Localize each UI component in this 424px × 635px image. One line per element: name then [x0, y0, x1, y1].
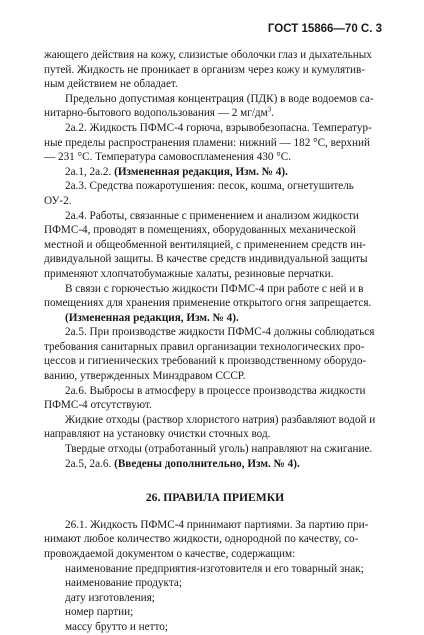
amendment-note: (Измененная редакция, Изм. № 4). — [114, 165, 288, 178]
paragraph-line: требования санитарных правил организации технологических про- — [44, 340, 365, 353]
list-item: массу брутто и нетто; — [65, 620, 168, 633]
paragraph-line: 2а.6. Выбросы в атмосферу в процессе производства жидкости — [65, 384, 366, 397]
paragraph-line: Предельно допустимая концентрация (ПДК) в воде водоемов са- — [65, 92, 374, 105]
paragraph-line: направляют на установку очистки сточных вод. — [44, 428, 271, 441]
paragraph-line: 2а.5. При производстве жидкости ПФМС-4 должны соблюдаться — [65, 326, 375, 339]
paragraph-line — [44, 106, 386, 121]
paragraph-line: 2а.3. Средства пожаротушения: песок, кошма, огнетушитель — [65, 180, 354, 193]
paragraph-line: — 231 °С. Температура самовоспламенения 430 °С. — [44, 151, 292, 164]
body-text — [44, 48, 386, 635]
text-span: нитарно-бытового водопользования — 2 мг/дм — [44, 107, 268, 120]
paragraph-line: ным действием не обладает. — [44, 78, 178, 91]
paragraph-line: ванию, утвержденных Минздравом СССР. — [44, 370, 246, 383]
paragraph-line: 26.1. Жидкость ПФМС-4 принимают партиями. За партию при- — [65, 518, 369, 531]
amendment-note: (Введены дополнительно, Изм. № 4). — [114, 457, 300, 470]
section-heading: 26. ПРАВИЛА ПРИЕМКИ — [145, 491, 285, 505]
list-item: дату изготовления; — [65, 591, 155, 604]
paragraph-line: ПФМС-4, проводят в помещениях, оборудованных механической — [44, 224, 356, 237]
paragraph-line: путей. Жидкость не проникает в организм через кожу и кумулятив- — [44, 63, 366, 76]
paragraph-line — [44, 457, 386, 472]
paragraph-line: дивидуальной защиты. В качестве средств индивидуальной защиты — [44, 253, 368, 266]
amendment-note: (Измененная редакция, Изм. № 4). — [65, 311, 239, 324]
paragraph-line: жающего действия на кожу, слизистые оболочки глаз и дыхательных — [44, 49, 372, 61]
paragraph-line: Жидкие отходы (раствор хлористого натрия) разбавляют водой и — [65, 413, 376, 426]
document-page — [44, 22, 386, 635]
paragraph-line: ПФМС-4 отсутствуют. — [44, 399, 152, 412]
paragraph-line — [44, 165, 386, 180]
paragraph-line: 2а.4. Работы, связанные с применением и анализом жидкости — [65, 209, 359, 222]
paragraph-line: 2а.2. Жидкость ПФМС-4 горюча, взрывобезопасна. Температур- — [65, 121, 372, 134]
paragraph-line: Твердые отходы (отработанный уголь) направляют на сжигание. — [65, 443, 373, 456]
list-item: наименование продукта; — [65, 577, 182, 590]
paragraph-line: ОУ-2. — [44, 194, 72, 207]
paragraph-line: нимают любое количество жидкости, однородной по качеству, со- — [44, 533, 359, 546]
paragraph-line: применяют хлопчатобумажные халаты, резиновые перчатки. — [44, 267, 334, 280]
list-item: номер партии; — [65, 606, 134, 619]
paragraph-line: ные пределы распространения пламени: нижний — 182 °С, верхний — [44, 136, 370, 149]
paragraph-line: цессов и гигиенических требований к производственному оборудо- — [44, 355, 367, 368]
paragraph-line: помещениях для хранения применение открытого огня запрещается. — [44, 297, 372, 310]
list-item: наименование предприятия-изготовителя и его товарный знак; — [65, 562, 364, 575]
paragraph-line: провождаемой документом о качестве, содержащим: — [44, 548, 296, 560]
paragraph-line: местной и общеобменной вентиляцией, с применением средств ин- — [44, 238, 366, 251]
page-header: ГОСТ 15866—70 С. 3 — [267, 23, 382, 35]
paragraph-line: В связи с горючестью жидкости ПФМС-4 при работе с ней и в — [65, 282, 364, 295]
superscript: 3 — [267, 105, 272, 114]
text-span: . — [271, 107, 274, 120]
text-span: 2а.5, 2а.6. — [65, 457, 115, 470]
text-span: 2а.1, 2а.2. — [65, 165, 115, 178]
